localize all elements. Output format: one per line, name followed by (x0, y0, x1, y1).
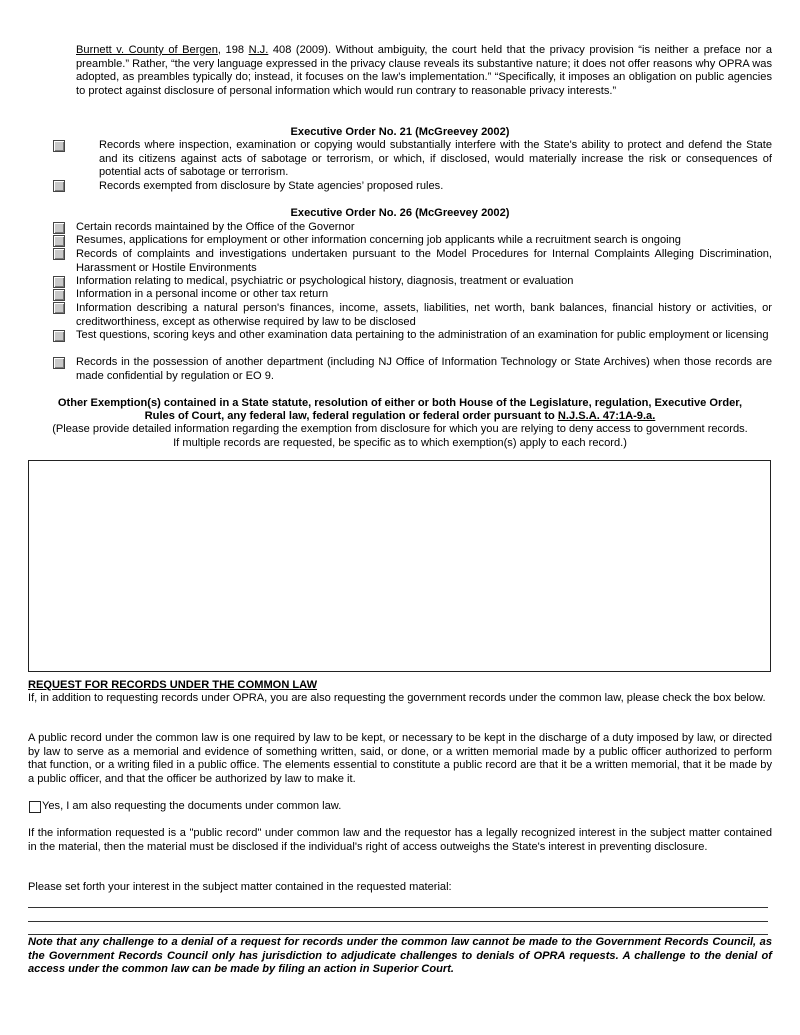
eo21-heading: Executive Order No. 21 (McGreevey 2002) (290, 126, 510, 138)
interest-answer-line-3[interactable] (28, 934, 768, 935)
eo26-checkbox-1[interactable] (53, 222, 65, 234)
eo26-item-6: Information describing a natural person's finances, income, assets, liabilities, net worth, bank balances, financial history or activities, or creditworthiness, except as otherwise required by law to be disclosed (76, 302, 772, 328)
burnett-paragraph (76, 44, 772, 98)
eo21-checkbox-2[interactable] (53, 180, 65, 192)
eo26-item-4: Information relating to medical, psychiatric or psychological history, diagnosis, treatment or evaluation (76, 275, 574, 287)
intro-text: 408 (2009). Without ambiguity, the court held that the privacy provision “is neither a preface nor a preamble.” Rather, “the very language expressed in the privacy clause reveals its substantive nature; it does not offer reasons why OPRA was adopted, as preambles typically do; instead, it focuses on the law’s implementation.” “Specifically, it imposes an obligation on public agencies to protect against disclosure of personal information which would run contrary to reasonable privacy interests.” (76, 44, 772, 97)
interest-prompt: Please set forth your interest in the subject matter contained in the requested material: (28, 881, 452, 893)
eo26-item-2: Resumes, applications for employment or other information concerning job applicants while a recruitment search is ongoing (76, 234, 681, 246)
eo21-item-2: Records exempted from disclosure by State agencies’ proposed rules. (99, 180, 444, 192)
njsa-citation: N.J.S.A. 47:1A-9.a. (557, 410, 656, 422)
eo26-checkbox-4[interactable] (53, 276, 65, 288)
common-law-intro: If, in addition to requesting records under OPRA, you are also requesting the government records under the common law, please check the box below. (28, 692, 766, 704)
eo21-item-1: Records where inspection, examination or copying would substantially interfere with the State's ability to protect and defend the State and its citizens against acts of sabotage or terrorism, or which, if disclosed, would materially increase the risk or consequences of potential acts of sabotage or terrorism. (99, 139, 772, 178)
cite-nj: N.J. (248, 44, 269, 56)
eo26-item-1: Certain records maintained by the Office of the Governor (76, 221, 355, 233)
eo26-item-3: Records of complaints and investigations undertaken pursuant to the Model Procedures for Internal Complaints Alleging Discrimination, Harassment or Hostile Environments (76, 248, 772, 274)
eo26-item-8: Records in the possession of another department (including NJ Office of Information Technology or State Archives) when those records are made confidential by regulation or EO 9. (76, 356, 772, 382)
case-name: Burnett v. County of Bergen (76, 44, 218, 56)
heading-line2-text: Rules of Court, any federal law, federal regulation or federal order pursuant to (144, 410, 558, 422)
common-law-yes-label: Yes, I am also requesting the documents under common law. (42, 800, 342, 812)
common-law-standard: If the information requested is a "public record" under common law and the requestor has a legally recognized interest in the subject matter contained in the material, then the material must be disclosed if the individual's right of access outweighs the State's interest in preventing disclosure. (28, 827, 772, 853)
eo26-checkbox-2[interactable] (53, 235, 65, 247)
exemption-details-textbox[interactable] (28, 460, 771, 672)
other-exemptions-heading-line2 (28, 410, 772, 424)
eo26-item-7: Test questions, scoring keys and other examination data pertaining to the administration of an examination for public employment or licensing (76, 329, 769, 341)
interest-answer-line-1[interactable] (28, 907, 768, 908)
eo26-item-5: Information in a personal income or other tax return (76, 288, 329, 300)
eo26-checkbox-8[interactable] (53, 357, 65, 369)
common-law-yes-checkbox[interactable] (29, 801, 41, 813)
other-exemptions-instructions-2: If multiple records are requested, be specific as to which exemption(s) apply to each record.) (173, 437, 627, 449)
interest-answer-line-2[interactable] (28, 921, 768, 922)
eo21-checkbox-1[interactable] (53, 140, 65, 152)
other-exemptions-heading-line1: Other Exemption(s) contained in a State statute, resolution of either or both House of the Legislature, regulation, Executive Order, (57, 397, 743, 409)
other-exemptions-instructions-1: (Please provide detailed information regarding the exemption from disclosure for which you are relying to deny access to government records. (52, 423, 748, 435)
eo26-checkbox-6[interactable] (53, 302, 65, 314)
common-law-heading: REQUEST FOR RECORDS UNDER THE COMMON LAW (28, 679, 318, 691)
eo26-heading: Executive Order No. 26 (McGreevey 2002) (290, 207, 510, 219)
common-law-definition: A public record under the common law is one required by law to be kept, or necessary to be kept in the discharge of a duty imposed by law, or directed by law to serve as a memorial and evidence of something written, said, or done, or a written memorial made by a public officer authorized to perform that function, or a writing filed in a public office. The elements essential to constitute a public record are that it be a written memorial, that it be made by a public officer, and that the officer be authorized by law to make it. (28, 732, 772, 785)
cite-pre: , 198 (217, 44, 249, 56)
eo26-checkbox-7[interactable] (53, 330, 65, 342)
eo26-checkbox-3[interactable] (53, 248, 65, 260)
eo26-checkbox-5[interactable] (53, 289, 65, 301)
common-law-challenge-note: Note that any challenge to a denial of a request for records under the common law cannot be made to the Government Records Council, as the Government Records Council only has jurisdiction to adjudicate challenges to denials of OPRA requests. A challenge to the denial of access under the common law can be made by filing an action in Superior Court. (28, 936, 772, 975)
